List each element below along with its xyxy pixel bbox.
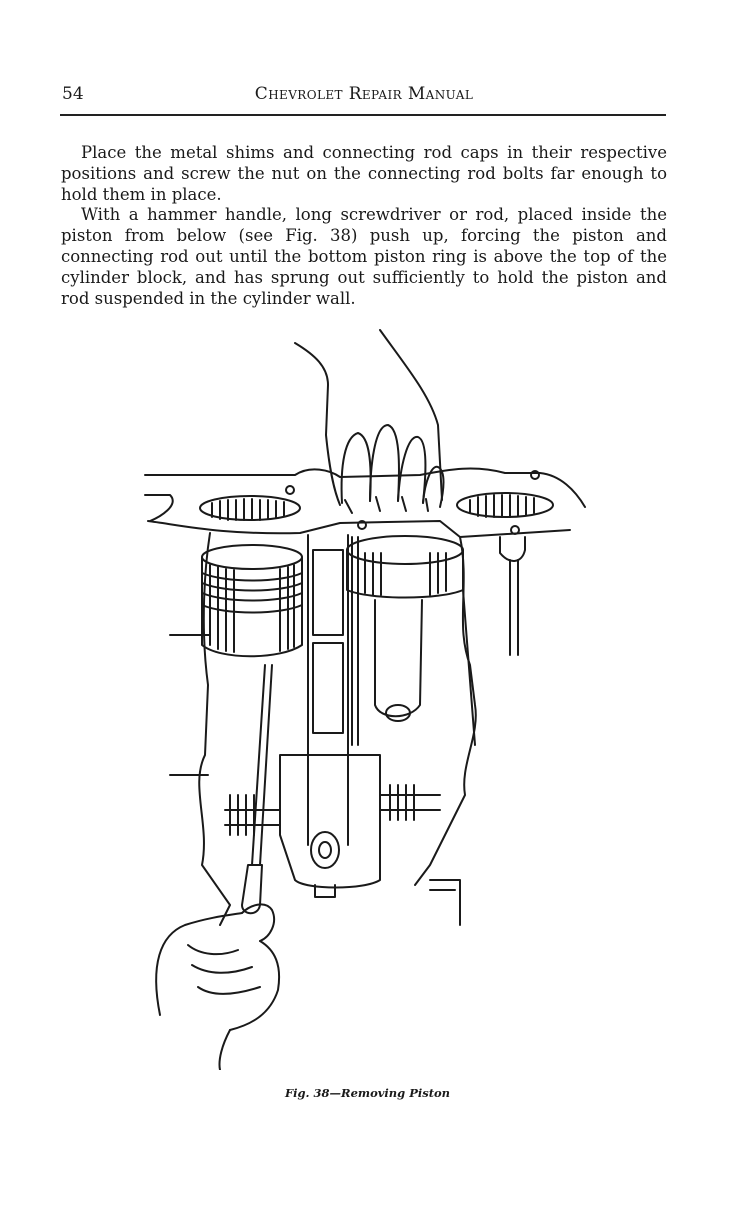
paragraph: With a hammer handle, long screwdriver or rod, placed inside the piston from below (see Fig. 38) push up, forcing the piston and connecting rod out until the bottom piston ring is above the top of the cylinder block, and has sprung out sufficiently to hold the piston and rod suspended in the cylinder wall. [61,205,667,308]
body-text [61,143,667,309]
paragraph: Place the metal shims and connecting rod caps in their respective positions and screw the nut on the connecting rod bolts far enough to hold them in place. [61,143,667,204]
header-rule [60,114,666,116]
upper-hand-drawing [295,330,444,513]
lower-hand-drawing [156,904,279,1070]
crankshaft-and-rod-cap [225,745,440,897]
piston-removal-illustration [130,325,600,1070]
cylinder-wall [308,535,358,745]
page-number: 54 [62,84,84,104]
screwdriver-drawing [242,665,272,913]
right-piston-and-rod [347,536,475,745]
figure-caption: Fig. 38—Removing Piston [284,1086,451,1100]
left-piston [202,545,302,656]
page-header [62,84,666,110]
running-title: Chevrolet Repair Manual [254,84,474,104]
